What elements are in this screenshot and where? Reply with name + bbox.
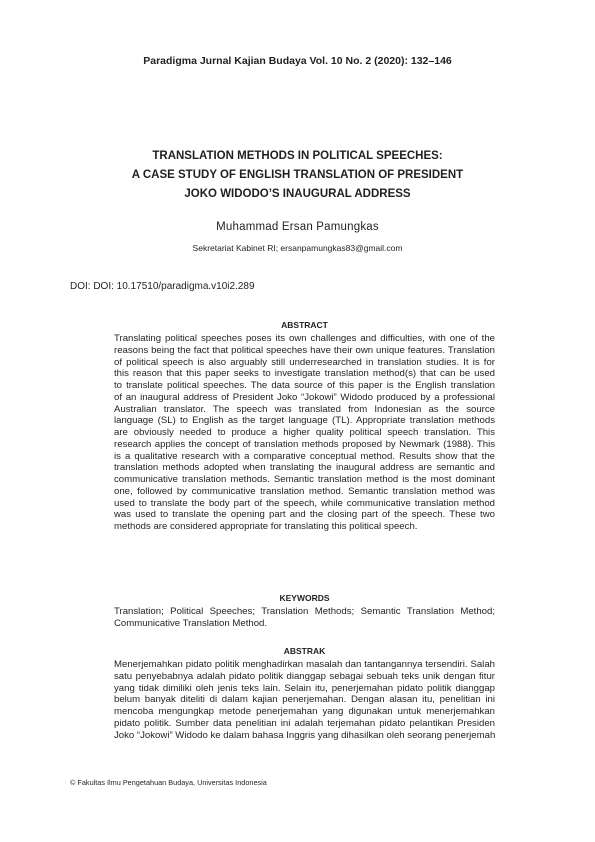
doi-link[interactable]: DOI: DOI: 10.17510/paradigma.v10i2.289	[70, 281, 255, 292]
keywords-line: Communicative Translation Method.	[114, 617, 268, 629]
abstrak-line: Menerjemahkan pidato politik menghadirkan masalah dan tantangannya tersendiri. Salah	[114, 659, 495, 670]
abstract-line: translation methods adopted when translating the inaugural address are semantic and	[114, 462, 495, 474]
title-line: A CASE STUDY OF ENGLISH TRANSLATION OF PRESIDENT	[131, 169, 464, 181]
journal-header: Paradigma Jurnal Kajian Budaya Vol. 10 No. 2 (2020): 132–146	[143, 55, 452, 67]
keywords-body	[114, 606, 495, 630]
abstrak-body	[114, 659, 495, 741]
abstrak-line: yang tidak dimiliki oleh jenis teks lain. Selain itu, penerjemahan pidato politik dianggap	[114, 682, 495, 694]
author-affiliation: Sekretariat Kabinet RI; ersanpamungkas83@gmail.com	[192, 243, 403, 253]
copyright-footer: © Fakultas Ilmu Pengetahuan Budaya, Universitas Indonesia	[70, 778, 267, 787]
abstrak-line: belum banyak diteliti di dalam kajian penerjemahan. Dengan alasan itu, penelitian ini	[114, 694, 495, 706]
abstract-line: communicative translation methods. Semantic translation method is the most dominant	[114, 474, 495, 485]
title-line: JOKO WIDODO’S INAUGURAL ADDRESS	[184, 188, 411, 200]
abstrak-line: satu penyebabnya adalah pidato politik dianggap sebagai sebuah teks unik dengan fitur	[114, 670, 495, 682]
abstract-line: Australian translator. The speech was translated from Indonesian as the source	[114, 403, 495, 415]
keywords-line: Translation; Political Speeches; Translation Methods; Semantic Translation Method;	[114, 606, 495, 617]
author-name: Muhammad Ersan Pamungkas	[216, 221, 379, 233]
abstract-line: was used to translate the opening part and the closing part of the speech. These two	[114, 509, 495, 521]
abstract-line: of political speech is also arguably still underresearched in translation studies. It is for	[114, 356, 495, 368]
abstract-line: one, followed by communicative translation method. Semantic translation method was	[114, 485, 495, 497]
abstract-line: Translating political speeches poses its own challenges and difficulties, with one of the	[114, 333, 495, 344]
abstract-line: is a qualitative research with a comparative conceptual method. Results show that the	[114, 450, 495, 462]
abstrak-line: pidato politik. Sumber data penelitian ini adalah terjemahan pidato pelantikan Presiden	[114, 717, 495, 729]
title-line: TRANSLATION METHODS IN POLITICAL SPEECHES:	[152, 150, 443, 162]
abstract-line: methods are considered appropriate for translating this political speech.	[114, 521, 418, 532]
abstract-line: to translate political speeches. The data source of this paper is the English translation	[114, 380, 495, 391]
abstrak-heading: ABSTRAK	[283, 646, 326, 656]
abstract-line: research applies the concept of translation methods proposed by Newmark (1988). This	[114, 438, 495, 450]
abstract-body	[114, 333, 495, 533]
abstract-heading: ABSTRACT	[281, 320, 328, 330]
abstract-line: are obviously needed to produce a higher quality political speech translation. This	[114, 427, 495, 438]
abstrak-line: Joko “Jokowi” Widodo ke dalam bahasa Inggris yang dihasilkan oleh seorang penerjemah	[114, 729, 496, 741]
abstract-line: this reason that this paper seeks to investigate translation method(s) that can be used	[114, 368, 495, 380]
abstract-line: language (SL) to English as the target language (TL). Appropriate translation methods	[114, 415, 495, 427]
abstract-line: reasons being the fact that political speeches have their own unique features. Translation	[114, 344, 495, 356]
keywords-heading: KEYWORDS	[279, 593, 330, 603]
paper-title	[60, 147, 535, 204]
abstract-line: of an inaugural address of President Joko “Jokowi” Widodo produced by a professional	[114, 391, 495, 403]
abstrak-line: mencoba mengungkap metode penerjemahan yang digunakan untuk menerjemahkan	[114, 706, 495, 717]
abstract-line: used to translate the body part of the speech, while communicative translation method	[114, 497, 495, 509]
